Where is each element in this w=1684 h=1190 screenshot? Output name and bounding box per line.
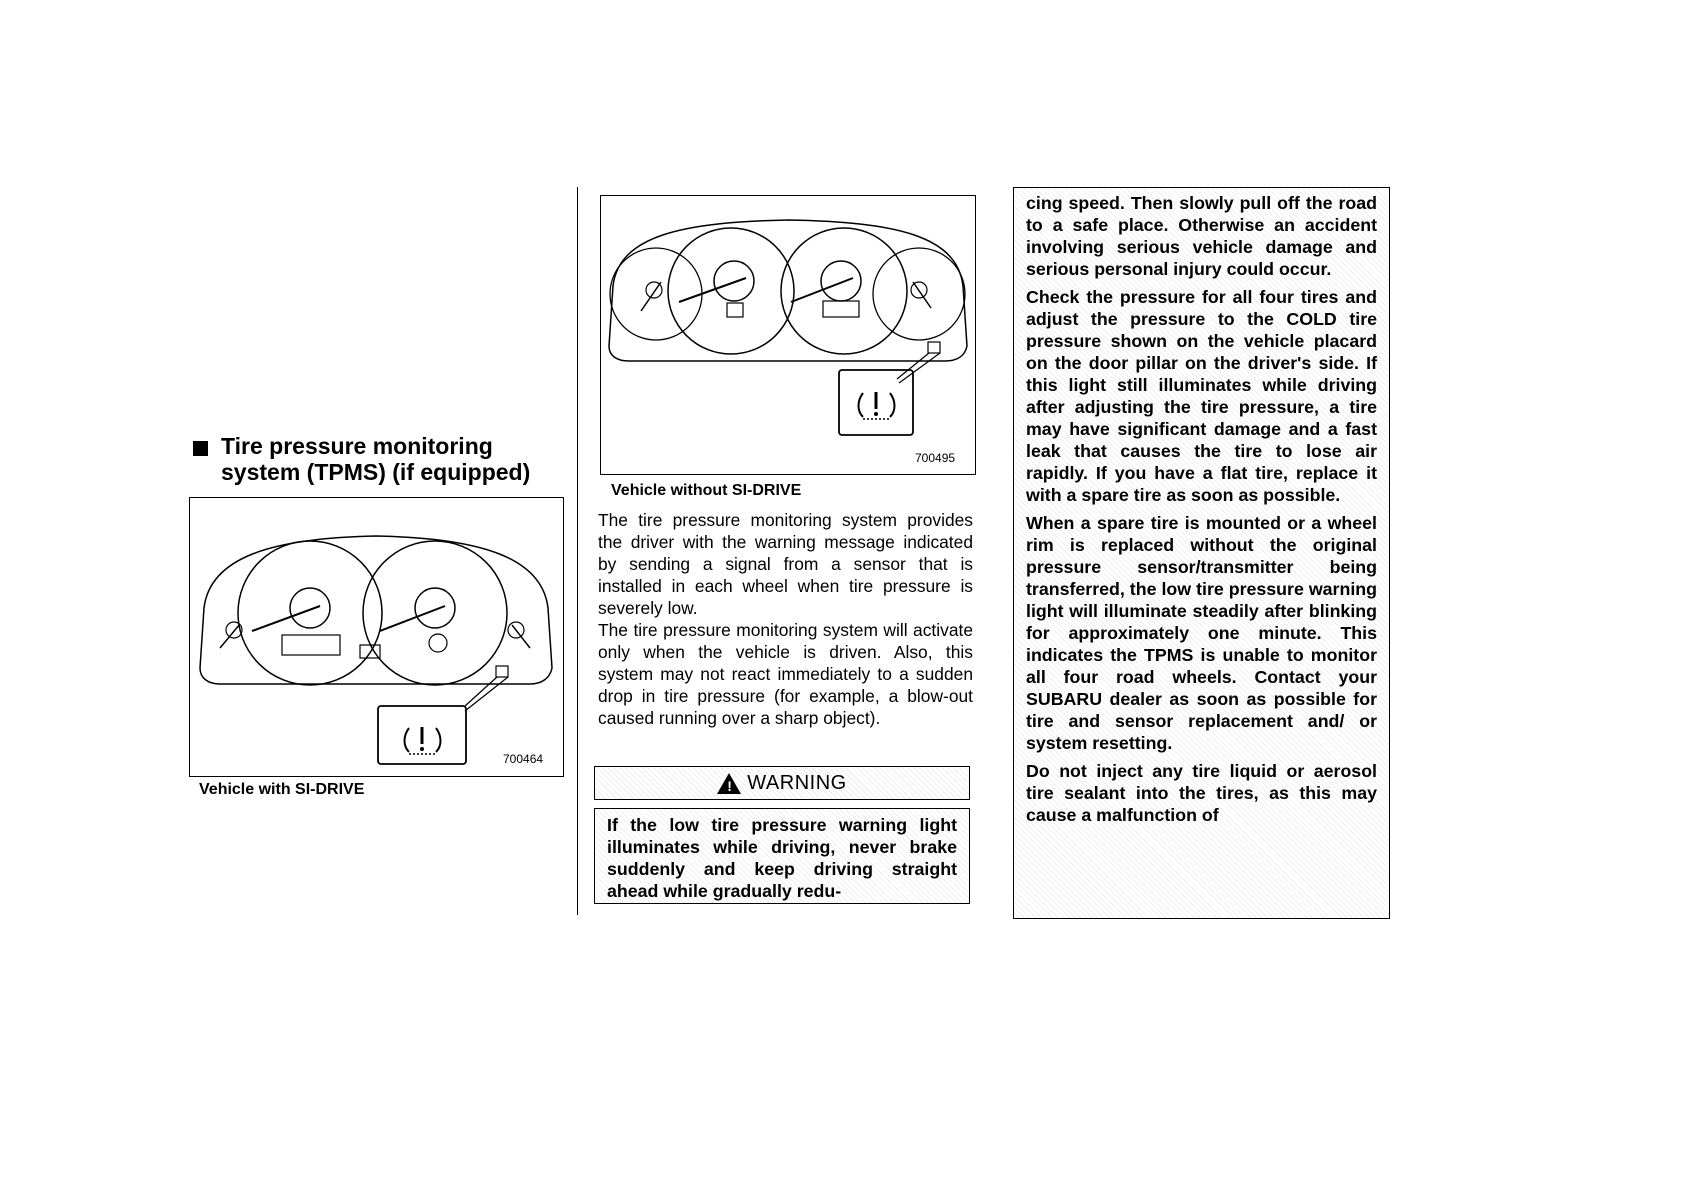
square-bullet-icon	[193, 441, 208, 456]
heading-line-1: Tire pressure monitoring	[221, 433, 493, 459]
figure-caption-with-sidrive: Vehicle with SI-DRIVE	[199, 781, 365, 798]
warning-box-part-1	[594, 808, 970, 904]
figure-without-sidrive	[600, 195, 976, 475]
warning-title: WARNING	[747, 771, 847, 794]
warning-check-pressure: Check the pressure for all four tires and adjust the pressure to the COLD tire pressure shown on the vehicle placard on the door pillar on the driver's side. If this light still illuminates while driving after adjusting the tire pressure, a tire may have significant damage and a fast leak that causes the tire to lose air rapidly. If you have a flat tire, replace it with a spare tire as soon as possible.	[1026, 287, 1377, 505]
tpms-warning-icon	[859, 392, 895, 419]
tpms-warning-icon	[405, 727, 441, 754]
warning-spare-tire: When a spare tire is mounted or a wheel rim is replaced without the original pressure sensor/transmitter being transferred, the low tire pressure warning light will illuminate steadily after blinking for approximately one minute. This indicates the TPMS is unable to monitor all four road wheels. Contact your SUBARU dealer as soon as possible for tire and sensor replacement and/ or system resetting.	[1026, 513, 1377, 753]
instrument-cluster-illustration	[601, 196, 974, 473]
warning-no-sealant: Do not inject any tire liquid or aerosol tire sealant into the tires, as this may cause a malfunction of	[1026, 761, 1377, 825]
warning-text-part-2: cing speed. Then slowly pull off the road to a safe place. Otherwise an accident involving serious vehicle damage and serious personal injury could occur.	[1026, 193, 1377, 279]
figure-caption-without-sidrive: Vehicle without SI-DRIVE	[611, 482, 802, 499]
warning-triangle-icon: !	[717, 773, 741, 794]
body-paragraph-2: The tire pressure monitoring system will activate only when the vehicle is driven. Also, this system may not react immediately to a sudden drop in tire pressure (for example, a blow-out caused running over a sharp object).	[598, 620, 973, 728]
warning-text-part-1: If the low tire pressure warning light illuminates while driving, never brake suddenly and keep driving straight ahead while gradually redu-	[607, 815, 957, 901]
warning-box-part-2	[1013, 187, 1390, 919]
body-paragraph-1: The tire pressure monitoring system provides the driver with the warning message indicated by sending a signal from a sensor that is installed in each wheel when tire pressure is severely low.	[598, 510, 973, 618]
instrument-cluster-illustration	[190, 498, 562, 775]
warning-header	[594, 766, 970, 800]
column-divider	[577, 187, 578, 915]
figure-code: 700495	[915, 451, 956, 465]
figure-with-sidrive	[189, 497, 564, 777]
heading-line-2: system (TPMS) (if equipped)	[221, 459, 531, 485]
figure-code: 700464	[503, 752, 544, 766]
